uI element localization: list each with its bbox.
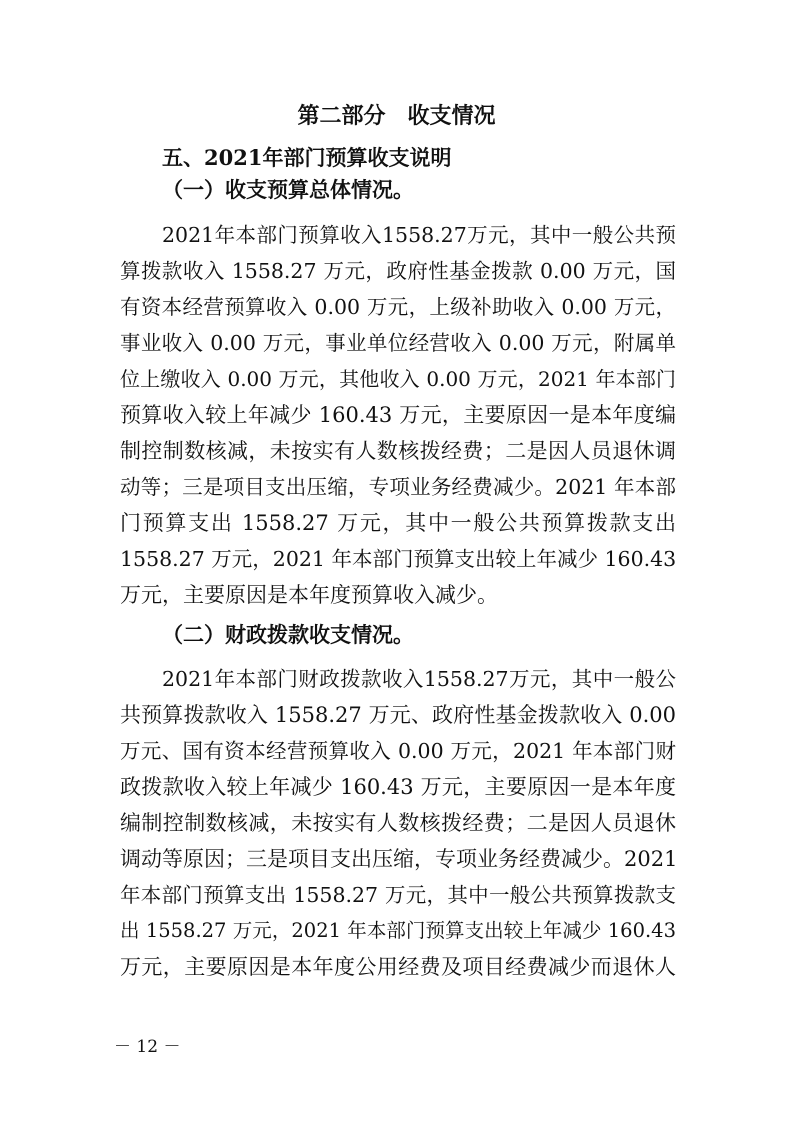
paragraph-line: 编制控制数核减，未按实有人数核拨经费；二是因人员退休: [120, 811, 676, 835]
paragraph-line: 万元、国有资本经营预算收入 0.00 万元，2021 年本部门财: [120, 739, 676, 763]
subsection-title-overall: （一）收支预算总体情况。: [162, 177, 414, 202]
paragraph-line: 算拨款收入 1558.27 万元，政府性基金拨款 0.00 万元，国: [120, 259, 676, 283]
paragraph-line: 1558.27 万元，2021 年本部门预算支出较上年减少 160.43: [120, 547, 677, 571]
paragraph-line: 制控制数核减，未按实有人数核拨经费；二是因人员退休调: [120, 439, 676, 463]
paragraph-line: 万元，主要原因是本年度公用经费及项目经费减少而退休人: [120, 955, 676, 979]
subsection-title-fiscal: （二）财政拨款收支情况。: [162, 622, 414, 647]
paragraph-line: 预算收入较上年减少 160.43 万元，主要原因一是本年度编: [120, 403, 676, 427]
paragraph-line: 万元，主要原因是本年度预算收入减少。: [120, 583, 498, 607]
paragraph-line: 年本部门预算支出 1558.27 万元，其中一般公共预算拨款支: [120, 883, 676, 907]
paragraph-line: 政拨款收入较上年减少 160.43 万元，主要原因一是本年度: [120, 775, 676, 799]
paragraph-line: 位上缴收入 0.00 万元，其他收入 0.00 万元，2021 年本部门: [120, 367, 676, 391]
paragraph-line: 有资本经营预算收入 0.00 万元，上级补助收入 0.00 万元，: [120, 295, 676, 319]
paragraph-line: 2021年本部门预算收入1558.27万元，其中一般公共预: [162, 223, 676, 247]
paragraph-line: 2021年本部门财政拨款收入1558.27万元，其中一般公: [162, 667, 676, 691]
paragraph-line: 调动等原因；三是项目支出压缩，专项业务经费减少。2021: [120, 847, 678, 871]
paragraph-line: 动等；三是项目支出压缩，专项业务经费减少。2021 年本部: [120, 475, 676, 499]
section-title: 五、2021年部门预算收支说明: [162, 145, 452, 170]
paragraph-line: 门预算支出 1558.27 万元，其中一般公共预算拨款支出: [120, 511, 676, 535]
paragraph-line: 事业收入 0.00 万元，事业单位经营收入 0.00 万元，附属单: [120, 331, 676, 355]
part-title: 第二部分 收支情况: [297, 103, 496, 129]
paragraph-line: 出 1558.27 万元，2021 年本部门预算支出较上年减少 160.43: [120, 919, 676, 942]
page-number: － 12 －: [114, 1037, 181, 1057]
paragraph-line: 共预算拨款收入 1558.27 万元、政府性基金拨款收入 0.00: [120, 703, 676, 727]
